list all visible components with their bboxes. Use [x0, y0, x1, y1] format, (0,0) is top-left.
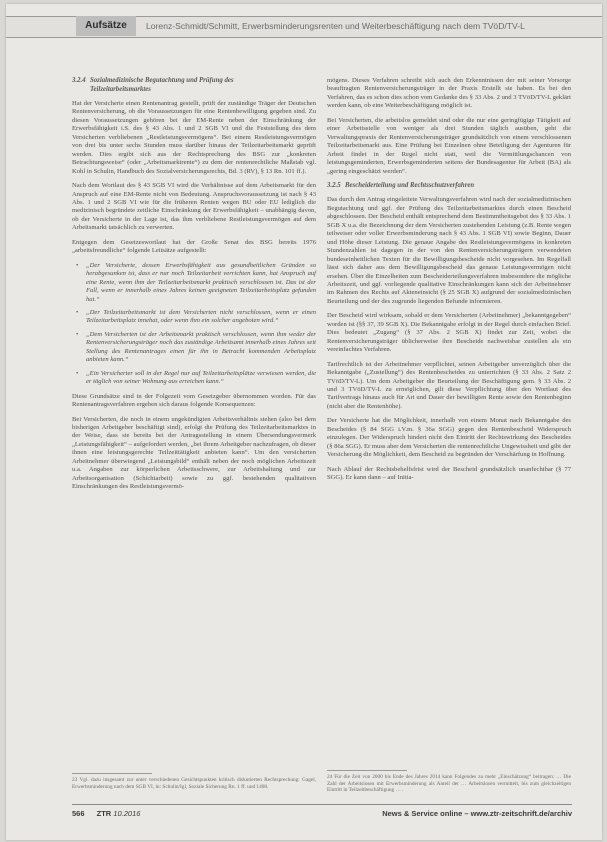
paragraph: Tarifrechtlich ist der Arbeitnehmer verpflichtet, seinen Arbeitgeber unverzüglich über die Bekanntgabe („Zustellung“) des Rentenbescheides zu unterrichten (§ 33 Abs. 2 Satz 2 TVöD/TV-L). Um dem Arbeitgeber die Beurteilung der Beschäftigung gem. § 33 Abs. 2 und 3 TVöD/TV-L zu ermöglichen, gilt diese Verpflichtung über den Wortlaut des Tarifvertrags hinaus auch für Art und Dauer der bewilligten Rente sowie den Rentenbeginn (nicht aber die Rentenhöhe).	[327, 360, 571, 410]
bsg-principles-list	[72, 262, 316, 387]
footer-page-info	[72, 809, 140, 818]
paragraph: Entgegen dem Gesetzeswortlaut hat der Große Senat des BSG bereits 1976 „arbeitsfreundliche“ folgende Leitsätze aufgestellt:	[72, 238, 316, 255]
running-header-title: Lorenz-Schmidt/Schmitt, Erwerbsminderungsrenten und Weiterbeschäftigung nach dem TVöD/TV-L	[146, 21, 525, 31]
section-tag: Aufsätze	[76, 16, 136, 36]
footer-rule	[72, 804, 572, 805]
paragraph: Das durch den Antrag eingeleitete Verwaltungsverfahren wird nach der sozialmedizinischen Begutachtung und ggf. der Prüfung des Teilzeitarbeitsmarktes durch einen Bescheid abgeschlossen. Der Bescheid enthält entsprechend dem Bestimmtheitsgebot des § 33 Abs. 1 SGB X u.a. die Bezeichnung der dem Versicherten zustehenden Leistung (z.B. Rente wegen teilweiser oder voller Erwerbsminderung nach § 43 Abs. 1 SGB VI) sowie Beginn, Dauer und Höhe dieser Leistung. Die genaue Angabe des Restleistungsvermögens in konkreten Stundenzahlen ist dagegen in der von den Rentenversicherungsträgern verwendeten bundeseinheitlichen Texten für die Bewilligungsbescheide nicht vorgesehen. Im Regelfall lässt sich daher aus dem Bewilligungsbescheid das genaue Leistungsvermögen nicht ersehen. Über die Einzelheiten zum Bescheiderteilungsverfahren insbesondere die mögliche Arbeitszeit, und ggf. vorliegende qualitative Einschränkungen kann sich der Arbeitnehmer im Rahmen des Rechts auf Akteneinsicht (§ 25 SGB X) aufgrund der sozialmedizinischen Beurteilung und der des zugrunde liegenden Befunde informieren.	[327, 196, 571, 305]
issue-number: 10.2016	[113, 809, 141, 818]
page-number: 566	[72, 809, 85, 818]
paragraph: Diese Grundsätze sind in der Folgezeit vom Gesetzgeber übernommen worden. Für das Rentenantragsverfahren ergeben sich daraus folgende Konsequenzen:	[72, 392, 316, 409]
section-title-continued: Teilzeitarbeitsmarktes	[90, 85, 151, 93]
left-column	[72, 77, 316, 498]
list-item: • „Dem Versicherten ist der Arbeitsmarkt praktisch verschlossen, wenn ihm weder der Rentenversicherungsträger noch das zuständige Arbeitsamt innerhalb eines Jahres seit Stellung des Rentenantrages einen für ihn in Betracht kommenden Arbeitsplatz anbieten kann.“	[72, 331, 316, 365]
right-column	[327, 77, 571, 489]
footnote-23: 23 Vgl. dazu insgesamt zur unter verschiedenen Gesichtspunkten kritisch diskutierten Rechtsprechung: Gagel, Erwerbsminderung nach dem SGB VI, in: Schulin/Igl, Soziale Sicherung Rn. 1 ff. und 1408.	[72, 777, 316, 790]
right-footnote-area	[327, 766, 571, 794]
list-item: • „Der Teilzeitarbeitsmarkt ist dem Versicherten nicht verschlossen, wenn er einen Teilzeitarbeitsplatz innehat, oder wenn ihm ein solcher angeboten wird.“	[72, 309, 316, 326]
paragraph: Nach Ablauf der Rechtsbehelfsfrist wird der Bescheid grundsätzlich unanfechtbar (§ 77 SGG). Er kann dann – auf Initia-	[327, 465, 571, 482]
paragraph: Bei Versicherten, die noch in einem ungekündigten Arbeitsverhältnis stehen (also bei dem bisherigen Arbeitgeber beschäftigt sind), erfolgt die Prüfung des Teilzeitarbeitsmarktes in der Weise, dass sie bereits bei der Antragsstellung in einem Übersendungsvermerk „Leistungsfähigkeit“ – aufgefordert werden, „bei ihrem Arbeitgeber nachzufragen, ob dieser ihnen eine leistungsgerechte Teilzeittätigkeit anbieten kann“. Um den versicherten Arbeitnehmer überwiegend „Leistungsbild“ enthält neben der noch möglichen Arbeitszeit u.a. Angaben zur körperlichen Arbeitsschwere, zur Arbeitshaltung und zur Arbeitsorganisation (Schichtarbeit) sowie zu ggf. bestehenden qualitativen Einschränkungen des Restleistungsvermö-	[72, 415, 316, 491]
paragraph: Der Versicherte hat die Möglichkeit, innerhalb von einem Monat nach Bekanntgabe des Bescheides (§ 84 SGG i.V.m. § 36a SGG) gegen den Rentenbescheid Widerspruch einzulegen. Der Widerspruch hindert nicht den Eintritt der Rechtswirkung des Bescheides (§ 86a SGG). Er muss aber dem Versicherten die rentenrechtliche Ungewissheit und gibt der Versicherung die Möglichkeit, dem Bescheid zu begründen der Verschärfung in Hoffnung.	[327, 417, 571, 459]
section-heading-3-2-5	[327, 182, 571, 191]
document-page	[6, 4, 602, 840]
footer-archive-link[interactable]: News & Service online – www.ztr-zeitschrift.de/archiv	[382, 809, 572, 818]
list-item: • „Der Versicherte, dessen Erwerbsfähigkeit aus gesundheitlichen Gründen so herabgesunken ist, dass er nur noch Teilzeitarbeit verrichten kann, hat Anspruch auf eine Rente, wenn ihm der Teilzeitarbeitsmarkt praktisch verschlossen ist. Das ist der Fall, wenn er innerhalb eines Jahres keinen geeigneten Teilzeitarbeitsplatz gefunden hat.“	[72, 262, 316, 304]
section-title: Bescheiderteilung und Rechtsschutzverfahren	[345, 181, 475, 189]
journal-name: ZTR	[96, 809, 112, 818]
footnote-divider	[72, 773, 152, 774]
section-heading-3-2-4	[72, 77, 316, 94]
section-title: Sozialmedizinische Begutachtung und Prüfung des	[90, 77, 234, 84]
journal-issue	[97, 809, 141, 818]
paragraph: Nach dem Wortlaut des § 43 SGB VI wird die Verhältnisse auf dem Arbeitsmarkt für den Anspruch auf eine EM-Rente nicht von Bedeutung. Anspruchsvoraussetzung ist nach § 43 Abs. 1 und 2 SGB VI wie für die früheren Renten wegen BU oder EU lediglich die medizinisch begründete zeitliche Einschränkung der Erwerbsfähigkeit – unabhängig davon, ob der Versicherte in der Lage ist, das ihm verbliebene Restleistungsvermögen auf dem Arbeitsmarkt tatsächlich zu verwerten.	[72, 182, 316, 232]
left-footnote-area	[72, 769, 316, 790]
paragraph: mögens. Dieses Verfahren schreibt sich auch den Erkenntnissen der mit seiner Vorsorge beauftragten Rentenversicherungsträger in der Praxis Erstellt sie haben. Es bei den Verfahren, das es schon dies schon vom Gedanke des § 33 Abs. 2 und 3 TVöD/TV-L geklärt werden kann, ob eine Weiterbeschäftigung möglich ist.	[327, 77, 571, 110]
footnote-24: 24 Für die Zeit von 2000 bis Ende des Jahres 2014 kann Folgendes zu mehr „Einschätzung“ beitragen: … Die Zahl der Arbeitslosen mit Erwerbsminderung als Anteil der … Arbeitslosen vermittelt, bis zum gleichzeitigen Eintritt in Teilzeitbeschäftigung … .	[327, 774, 571, 794]
paragraph: Der Bescheid wird wirksam, sobald er dem Versicherten (Arbeitnehmer) „bekanntgegeben“ worden ist (§§ 37, 39 SGB X). Die Bekanntgabe erfolgt in der Regel durch einfachen Brief. Dies bedeutet „Zugang“ (§ 37 Abs. 2 SGB X) findet zur Zeit, wobei die Rentenversicherungsträger üblicherweise ihre Bescheide nachweisbar zustellen als ein vereinfachtes Verfahren.	[327, 312, 571, 354]
paragraph: Bei Versicherten, die arbeitslos gemeldet sind oder die nur eine geringfügige Tätigkeit auf einer Arbeitsstelle von weniger als drei Stunden täglich ausüben, geht die Verwaltungspraxis der Rentenversicherungsträger grundsätzlich von einem verschlossenen Teilzeitarbeitsmarkt aus. Eine Prüfung bei Einzelnen ohne Beteiligung der Agenturen für Arbeit findet in der Regel nicht statt, weil die Vermittlungschancen von leistungsgeminderten, Erwerbsgeminderten seitens der Bundesagentur für Arbeit (BA) als „gering eingeschätzt werden“.	[327, 116, 571, 175]
paragraph: Hat der Versicherte einen Rentenantrag gestellt, prüft der zuständige Träger der Deutschen Rentenversicherung, ob die Voraussetzungen für eine Rentenbewilligung gegeben sind. Zu diesen Voraussetzungen gehören bei der EM-Rente neben der Einschränkung der Erwerbsfähigkeit i.S. des § 43 Abs. 1 und 2 SGB VI und die Feststellung des dem Versicherten verbliebenen „Restleistungsvermögens“. Bei einem Restleistungsvermögen von drei bis unter sechs Stunden muss darüber hinaus der Teilzeitarbeitsmarkt geprüft werden. Dies ergibt sich aus der Rechtsprechung des BSG zur „konkreten Betrachtungsweise“ (oder „Arbeitsmarktrente“) zu dem der rentenrechtliche Maßstab vgl. Kohl in Schulin, Handbuch des Sozialversicherungsrechts, Bd. 3 (RV), § 13 Rn. 101 ff.).	[72, 100, 316, 175]
list-item: • „Ein Versicherter soll in der Regel nur auf Teilzeitarbeitsplätze verwiesen werden, die er täglich von seiner Wohnung aus erreichen kann.“	[72, 370, 316, 387]
footnote-divider	[327, 770, 407, 771]
section-number: 3.2.4	[72, 77, 86, 84]
section-number: 3.2.5	[327, 181, 341, 189]
